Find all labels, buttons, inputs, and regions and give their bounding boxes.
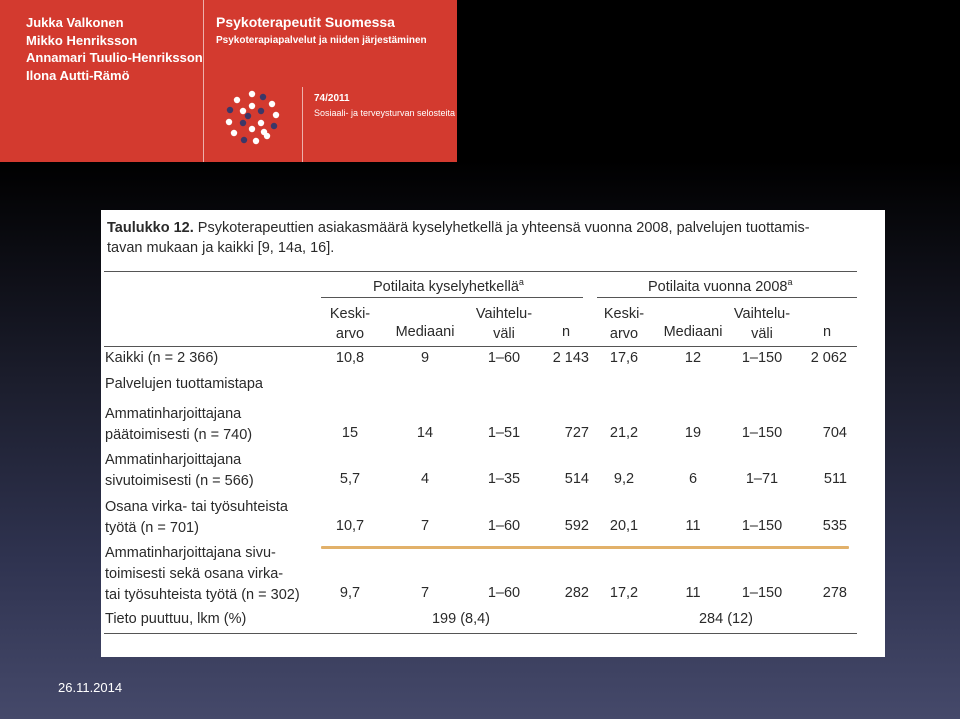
- logo-dot: [271, 123, 277, 129]
- logo-dot: [245, 113, 251, 119]
- logo-dot: [269, 101, 275, 107]
- group-rule-current: [321, 297, 583, 298]
- cell-median: 7: [420, 585, 430, 601]
- author-name: Jukka Valkonen: [26, 15, 124, 30]
- cell-range-2008: 1–150: [741, 585, 783, 601]
- missing-value-current: 199 (8,4): [431, 611, 491, 627]
- cell-range: 1–60: [487, 585, 521, 601]
- author-name: Annamari Tuulio-Henriksson: [26, 50, 203, 65]
- logo-dot: [240, 108, 246, 114]
- cell-mean: 10,8: [335, 350, 365, 366]
- col-header-n-2008: n: [823, 324, 832, 340]
- cell-median-2008: 12: [684, 350, 702, 366]
- publication-title: Psykoterapeutit Suomessa: [216, 14, 395, 30]
- group-header-2008: Potilaita vuonna 2008$^a$: [648, 277, 793, 295]
- cell-range-2008: 1–150: [741, 425, 783, 441]
- logo-dot: [240, 120, 246, 126]
- logo-dot: [249, 91, 255, 97]
- cell-range: 1–51: [487, 425, 521, 441]
- cell-median: 7: [420, 518, 430, 534]
- table-caption-label: Taulukko 12.: [107, 220, 194, 236]
- cell-n-2008: 704: [822, 425, 847, 441]
- missing-value-2008: 284 (12): [698, 611, 753, 627]
- cell-n: 592: [564, 518, 589, 534]
- cell-median: 14: [416, 425, 434, 441]
- table-caption: [107, 218, 857, 258]
- header-rule: [104, 346, 857, 347]
- logo-dot: [273, 112, 279, 118]
- cell-mean: 10,7: [335, 518, 365, 534]
- col-header-median-2008: Mediaani: [663, 324, 723, 340]
- slide-date: 26.11.2014: [58, 680, 123, 695]
- cell-n-2008: 278: [822, 585, 847, 601]
- banner-divider-small: [302, 87, 303, 162]
- cell-mean-2008: 20,1: [609, 518, 639, 534]
- cell-median: 9: [420, 350, 430, 366]
- author-list: [26, 14, 203, 84]
- cell-n: 282: [564, 585, 589, 601]
- cell-mean-2008: 17,6: [609, 350, 639, 366]
- table-caption-text-2: tavan mukaan ja kaikki [9, 14a, 16].: [107, 240, 335, 256]
- logo-dot: [227, 107, 233, 113]
- author-name: Mikko Henriksson: [26, 32, 138, 48]
- cell-mean: 5,7: [339, 471, 361, 487]
- logo-dot: [241, 137, 247, 143]
- cell-mean-2008: 9,2: [613, 471, 635, 487]
- group-header-current: Potilaita kyselyhetkellä$^a$: [373, 277, 524, 295]
- logo-dot: [226, 119, 232, 125]
- row-label-missing: Tieto puuttuu, lkm (%): [105, 611, 247, 627]
- logo-dot: [258, 108, 264, 114]
- row-label-parttime: Ammatinharjoittajana sivutoimisesti (n = 566): [105, 452, 254, 489]
- table-caption-text: Psykoterapeuttien asiakasmäärä kyselyhetkellä ja yhteensä vuonna 2008, palvelujen tuottamis-: [197, 220, 810, 236]
- cell-mean-2008: 21,2: [609, 425, 639, 441]
- cell-median-2008: 11: [685, 518, 701, 534]
- series-name: Sosiaali- ja terveysturvan selosteita: [314, 108, 456, 118]
- col-header-range: Vaihtelu- väli: [475, 306, 533, 342]
- logo-dot: [249, 103, 255, 109]
- table-document: [101, 210, 885, 657]
- row-label-combined: Ammatinharjoittajana sivu- toimisesti sekä osana virka- tai työsuhteista työtä (n = 302): [105, 545, 300, 603]
- cell-n: 727: [564, 425, 589, 441]
- report-cover-banner: [0, 0, 457, 162]
- logo-dot: [231, 130, 237, 136]
- section-heading: Palvelujen tuottamistapa: [105, 376, 263, 392]
- col-header-n: n: [562, 324, 571, 340]
- col-header-mean: Keski- arvo: [329, 306, 371, 342]
- cell-range-2008: 1–150: [741, 350, 783, 366]
- cell-range-2008: 1–71: [745, 471, 779, 487]
- logo-dot: [258, 120, 264, 126]
- highlight-underline: [321, 546, 849, 549]
- publication-subtitle: Psykoterapiapalvelut ja niiden järjestäminen: [216, 35, 427, 46]
- series-number: 74/2011: [314, 93, 350, 104]
- col-header-median: Mediaani: [395, 324, 455, 340]
- banner-divider: [203, 0, 204, 162]
- table-bottom-rule: [104, 633, 857, 634]
- author-name: Ilona Autti-Rämö: [26, 67, 130, 83]
- cell-range-2008: 1–150: [741, 518, 783, 534]
- group-rule-2008: [597, 297, 857, 298]
- cell-range: 1–60: [487, 518, 521, 534]
- publisher-logo-icon: [212, 88, 297, 150]
- cell-median-2008: 19: [684, 425, 702, 441]
- table-top-rule: [104, 271, 857, 272]
- cell-median: 4: [420, 471, 430, 487]
- row-label-all: Kaikki (n = 2 366): [105, 350, 219, 366]
- logo-dot: [234, 97, 240, 103]
- cell-mean: 15: [341, 425, 359, 441]
- logo-dot: [249, 126, 255, 132]
- cell-median-2008: 6: [688, 471, 698, 487]
- logo-dot: [253, 138, 259, 144]
- col-header-range-2008: Vaihtelu- väli: [733, 306, 791, 342]
- cell-median-2008: 11: [685, 585, 701, 601]
- row-label-employed: Osana virka- tai työsuhteista työtä (n = 701): [105, 499, 288, 536]
- cell-range: 1–60: [487, 350, 521, 366]
- cell-n-2008: 535: [822, 518, 847, 534]
- cell-mean-2008: 17,2: [609, 585, 639, 601]
- cell-n: 514: [564, 471, 589, 487]
- row-label-fulltime: Ammatinharjoittajana päätoimisesti (n = 740): [105, 406, 253, 443]
- logo-dot: [260, 94, 266, 100]
- logo-dot: [261, 129, 267, 135]
- col-header-mean-2008: Keski- arvo: [603, 306, 645, 342]
- cell-n-2008: 2 062: [810, 350, 847, 366]
- cell-mean: 9,7: [339, 585, 361, 601]
- cell-n-2008: 511: [823, 471, 847, 487]
- cell-n: 2 143: [552, 350, 589, 366]
- cell-range: 1–35: [487, 471, 521, 487]
